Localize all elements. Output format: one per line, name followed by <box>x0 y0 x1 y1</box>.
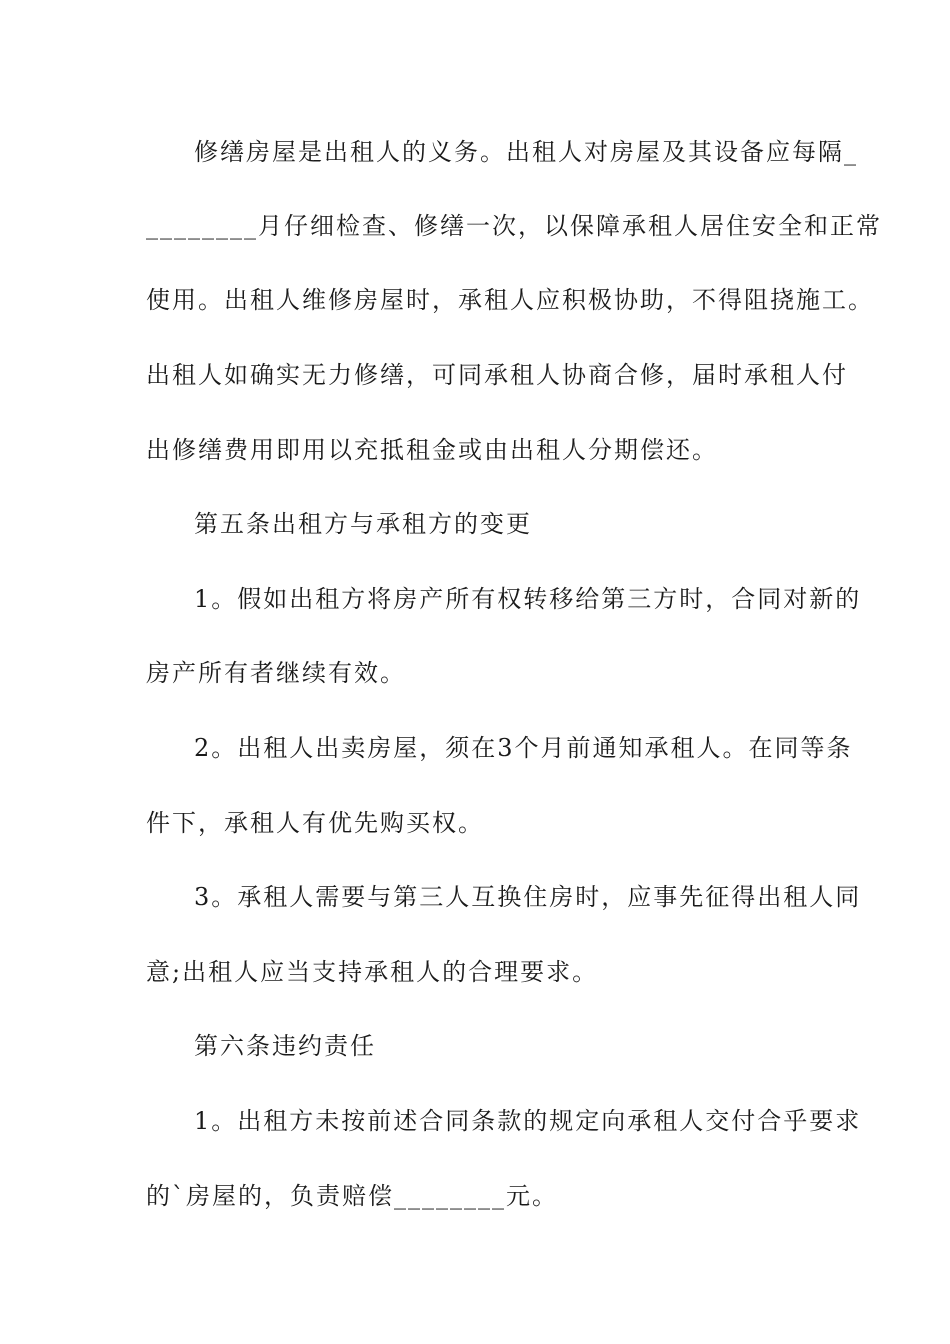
paragraph-line: 房产所有者继续有效。 <box>146 659 406 687</box>
paragraph-line: 修缮房屋是出租人的义务。出租人对房屋及其设备应每隔_ <box>194 138 858 166</box>
paragraph-line: 出修缮费用即用以充抵租金或由出租人分期偿还。 <box>146 436 718 464</box>
paragraph-line: 3。承租人需要与第三人互换住房时，应事先征得出租人同 <box>194 883 862 911</box>
paragraph-line: ________月仔细检查、修缮一次，以保障承租人居住安全和正常 <box>146 212 882 240</box>
paragraph-line: 件下，承租人有优先购买权。 <box>146 809 484 837</box>
paragraph-line: 的`房屋的，负责赔偿________元。 <box>146 1182 558 1210</box>
section-heading: 第六条违约责任 <box>194 1032 376 1060</box>
paragraph-line: 1。出租方未按前述合同条款的规定向承租人交付合乎要求 <box>194 1107 862 1135</box>
paragraph-line: 使用。出租人维修房屋时，承租人应积极协助，不得阻挠施工。 <box>146 286 874 314</box>
paragraph-line: 出租人如确实无力修缮，可同承租人协商合修，届时承租人付 <box>146 361 848 389</box>
section-heading: 第五条出租方与承租方的变更 <box>194 510 532 538</box>
paragraph-line: 意;出租人应当支持承租人的合理要求。 <box>146 958 599 986</box>
paragraph-line: 1。假如出租方将房产所有权转移给第三方时，合同对新的 <box>194 585 862 613</box>
paragraph-line: 2。出租人出卖房屋，须在3个月前通知承租人。在同等条 <box>194 734 853 762</box>
